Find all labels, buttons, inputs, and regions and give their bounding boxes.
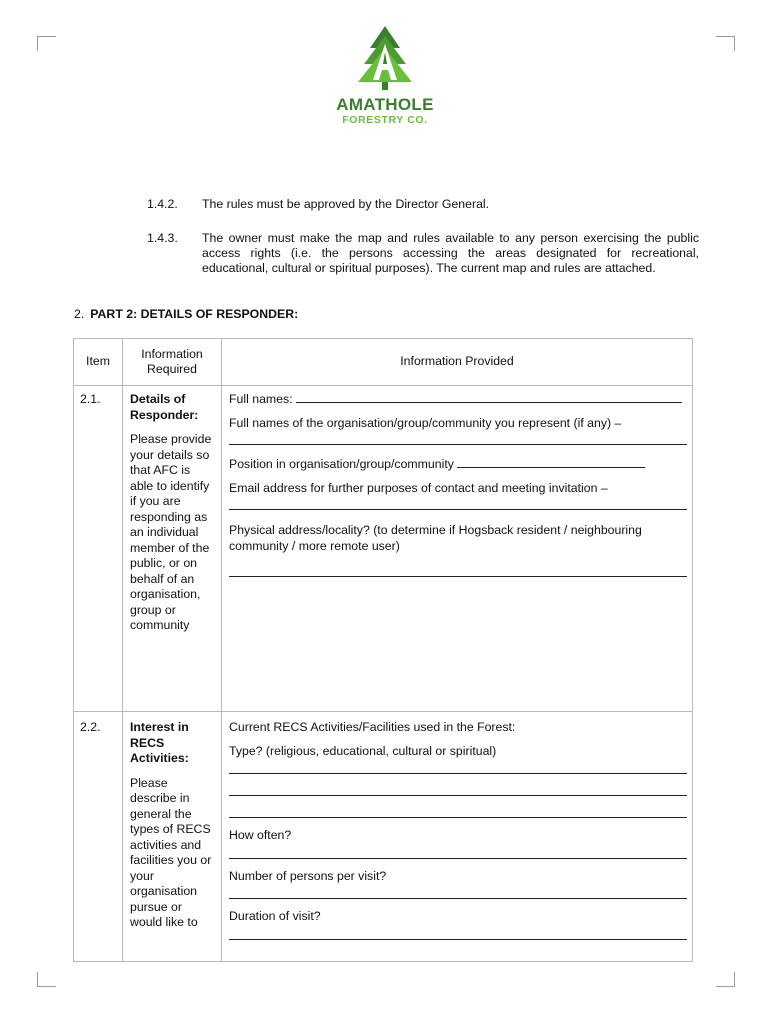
crop-mark-bottom-left (37, 972, 56, 987)
full-names-field[interactable] (229, 392, 687, 408)
full-names-input-line[interactable] (296, 402, 682, 403)
table-header-row (74, 339, 693, 386)
header-item: Item (74, 339, 123, 386)
organisation-label: Full names of the organisation/group/community you represent (if any) – (229, 415, 622, 430)
clause-number: 1.4.2. (147, 197, 178, 211)
tree-a-icon (352, 22, 418, 94)
row-provided-cell (222, 712, 693, 962)
persons-label: Number of persons per visit? (229, 868, 387, 883)
duration-input-line[interactable] (229, 939, 687, 940)
row-description: Please describe in general the types of RECS activities and facilities you or your organisation pursue or would like to (130, 775, 212, 929)
physical-address-label: Physical address/locality? (to determine if Hogsback resident / neighbouring community / more remote user) (229, 523, 642, 553)
row-provided-cell (222, 386, 693, 712)
logo-subtitle: FORESTRY CO. (342, 114, 428, 126)
section-heading (74, 307, 298, 321)
type-label: Type? (religious, educational, cultural or spiritual) (229, 743, 497, 758)
table-row (74, 386, 693, 712)
row-title: Interest in RECS Activities: (130, 720, 189, 765)
clause-1-4-3 (147, 231, 699, 276)
how-often-label: How often? (229, 828, 292, 842)
position-field[interactable] (229, 457, 687, 473)
logo-name: AMATHOLE (336, 95, 434, 114)
full-names-label: Full names: (229, 392, 293, 406)
crop-mark-bottom-right (716, 972, 735, 987)
crop-mark-top-left (37, 36, 56, 51)
clause-number: 1.4.3. (147, 231, 178, 245)
row-required-cell (123, 712, 222, 962)
row-description: Please provide your details so that AFC is able to identify if you are responding as an individual member of the public, or on behalf of an organisation, group or community (130, 432, 212, 632)
crop-mark-top-right (716, 36, 735, 51)
section-title: PART 2: DETAILS OF RESPONDER: (90, 307, 299, 321)
header-information-required: Information Required (123, 339, 222, 386)
section-number: 2. (74, 307, 85, 321)
company-logo (320, 22, 450, 126)
table-row (74, 712, 693, 962)
row-title: Details of Responder: (130, 392, 199, 422)
position-label: Position in organisation/group/community (229, 457, 454, 471)
row-item-number: 2.1. (74, 386, 123, 712)
clause-text: The rules must be approved by the Director General. (202, 197, 490, 211)
current-activities-label: Current RECS Activities/Facilities used in the Forest: (229, 720, 516, 734)
row-required-cell (123, 386, 222, 712)
header-information-provided: Information Provided (222, 339, 693, 386)
duration-label: Duration of visit? (229, 909, 321, 923)
row-item-number: 2.2. (74, 712, 123, 962)
physical-address-input-line[interactable] (229, 576, 687, 577)
email-label: Email address for further purposes of contact and meeting invitation – (229, 480, 608, 495)
clause-1-4-2 (147, 197, 699, 212)
position-input-line[interactable] (457, 467, 645, 468)
responder-table (73, 338, 693, 962)
clause-text: The owner must make the map and rules available to any person exercising the public access rights (i.e. the persons accessing the areas designated for recreational, educational, cultural or spiritual purposes). The current map and rules are attached. (202, 231, 699, 275)
